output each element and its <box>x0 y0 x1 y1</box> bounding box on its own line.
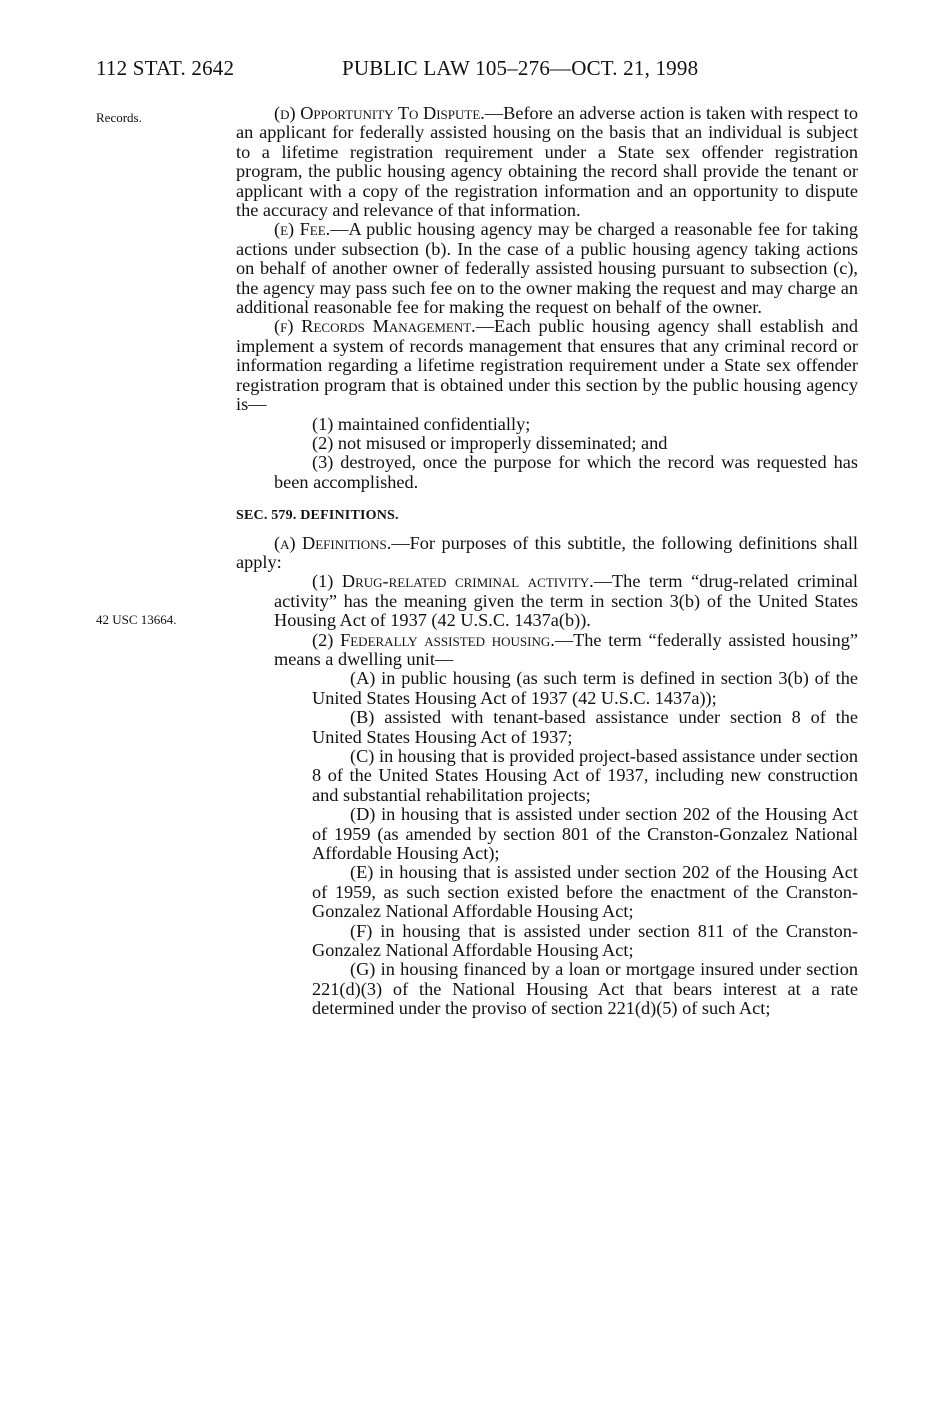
paragraph-d-text: —Before an adverse action is taken with respect to an applicant for federally assisted housing on the basis that an individual is subject to a lifetime registration requirement under a State sex offender registration program, the public housing agency obtaining the record shall provide the tenant or applicant with a copy of the registration information and an opportunity to dispute the accuracy and relevance of that information. <box>236 103 858 221</box>
page-header <box>96 56 856 86</box>
clause-B: (B) assisted with tenant-based assistance under section 8 of the United States Housing Act of 1937; <box>312 707 858 747</box>
paragraph-a-heading: (a) Definitions. <box>274 532 392 553</box>
paragraph-a <box>236 534 858 573</box>
paragraph-a2-text: —The term “federally assisted housing” means a dwelling unit— <box>274 629 858 669</box>
paragraph-d <box>236 104 858 220</box>
margin-note-usc: 42 USC 13664. <box>96 612 177 627</box>
paragraph-f1: (1) maintained confidentially; <box>312 413 531 434</box>
statute-citation: 112 STAT. 2642 <box>96 56 235 80</box>
paragraph-f-text: —Each public housing agency shall establish and implement a system of records management that ensures that any criminal record or information regarding a lifetime registration requirement under a State sex offender registration program that is obtained under this section by the public housing agency is— <box>236 316 858 415</box>
margin-note-records: Records. <box>96 110 142 125</box>
paragraph-d-heading: (d) Opportunity To Dispute. <box>274 103 485 123</box>
paragraph-f3: (3) destroyed, once the purpose for which the record was requested has been accomplished. <box>274 452 858 492</box>
paragraph-a1-heading: (1) Drug-related criminal activity. <box>312 571 594 592</box>
paragraph-a1-text: —The term “drug-related criminal activity” has the meaning given the term in section 3(b) of the United States Housing Act of 1937 (42 U.S.C. 1437a(b)). <box>274 571 858 631</box>
paragraph-f2: (2) not misused or improperly disseminated; and <box>312 432 668 453</box>
public-law-title: PUBLIC LAW 105–276—OCT. 21, 1998 <box>342 56 699 80</box>
section-heading: SEC. 579. DEFINITIONS. <box>236 508 399 524</box>
clause-G: (G) in housing financed by a loan or mortgage insured under section 221(d)(3) of the National Housing Act that bears interest at a rate determined under the proviso of section 221(d)(5) of such Act; <box>312 959 858 1019</box>
paragraph-f-heading: (f) Records Management. <box>274 316 476 337</box>
paragraph-a2 <box>236 631 858 670</box>
clause-E: (E) in housing that is assisted under section 202 of the Housing Act of 1959, as such section existed before the enactment of the Cranston-Gonzalez National Affordable Housing Act; <box>312 862 858 922</box>
paragraph-e-text: —A public housing agency may be charged a reasonable fee for taking actions under subsection (b). In the case of a public housing agency taking actions on behalf of another owner of federally assisted housing pursuant to subsection (c), the agency may pass such fee on to the owner making the request and may charge an additional reasonable fee for making the request on behalf of the owner. <box>236 219 858 318</box>
body-text <box>236 104 858 1019</box>
paragraph-e-heading: (e) Fee. <box>274 219 331 240</box>
clause-A: (A) in public housing (as such term is defined in section 3(b) of the United States Housing Act of 1937 (42 U.S.C. 1437a)); <box>312 668 858 708</box>
paragraph-a-text: —For purposes of this subtitle, the following definitions shall apply: <box>236 532 858 572</box>
paragraph-a1 <box>236 572 858 630</box>
paragraph-f <box>236 317 858 414</box>
clause-C: (C) in housing that is provided project-based assistance under section 8 of the United States Housing Act of 1937, including new construction and substantial rehabilitation projects; <box>312 746 858 805</box>
paragraph-a2-heading: (2) Federally assisted housing. <box>312 629 555 650</box>
clause-F: (F) in housing that is assisted under section 811 of the Cranston-Gonzalez National Affordable Housing Act; <box>312 920 858 961</box>
paragraph-e <box>236 220 858 317</box>
clause-D: (D) in housing that is assisted under section 202 of the Housing Act of 1959 (as amended by section 801 of the Cranston-Gonzalez National Affordable Housing Act); <box>312 804 858 864</box>
